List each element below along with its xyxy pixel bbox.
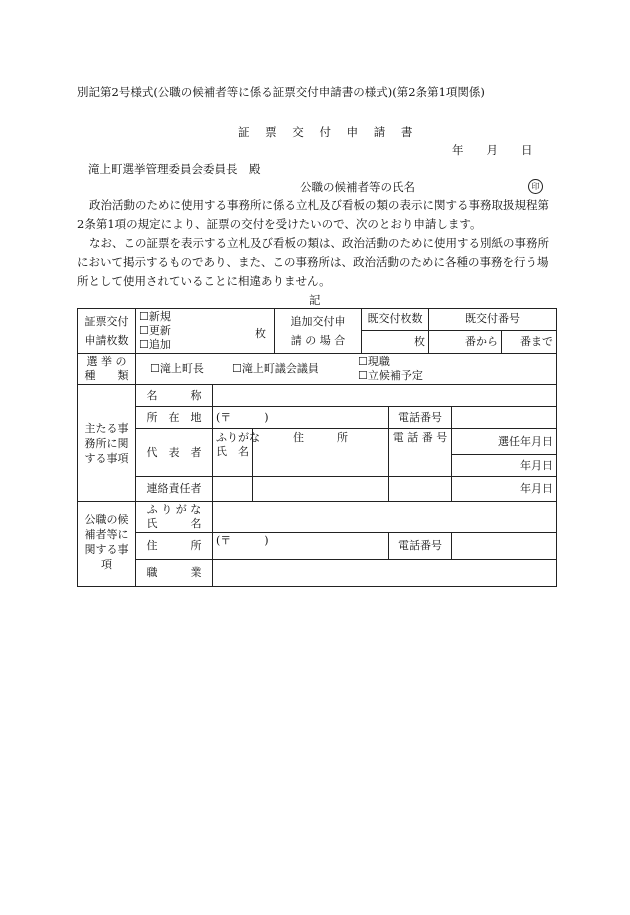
contact-person-label: 連絡責任者 (136, 477, 213, 502)
header-note: 別記第2号様式(公職の候補者等に係る証票交付申請書の様式)(第2条第1項関係) (77, 85, 485, 99)
candidate-address-label: 住 所 (136, 533, 213, 560)
table-row (78, 560, 557, 587)
office-section-label-3: する事項 (84, 451, 129, 465)
table-row (78, 477, 557, 502)
candidate-address-field[interactable]: (〒 ) (213, 533, 389, 560)
table-row (78, 429, 557, 455)
add-request-label-2: 請 の 場 合 (290, 334, 346, 347)
table-row (78, 407, 557, 429)
applicant-label: 公職の候補者等の氏名 (300, 180, 415, 194)
issue-count-label-2: 申請枚数 (84, 334, 129, 347)
candidate-phone-field[interactable] (452, 533, 557, 560)
issued-count-header: 既交付枚数 (362, 309, 429, 331)
sheets-unit: 枚 (255, 327, 267, 340)
contact-furigana-field[interactable] (213, 477, 253, 502)
table-row (78, 385, 557, 407)
representative-label: 代 表 者 (136, 429, 213, 477)
office-section-label-2: 務所に関 (84, 436, 129, 450)
issued-number-header: 既交付番号 (429, 309, 557, 331)
office-phone-field[interactable] (452, 407, 557, 429)
seal-mark: 印 (528, 179, 543, 194)
rep-address-header: 住 所 (253, 429, 389, 477)
contact-date-field[interactable]: 年月日 (452, 477, 557, 502)
checkbox-council[interactable]: ☐滝上町議会議員 (232, 362, 319, 375)
issue-count-label: 証票交付 (84, 315, 129, 328)
table-row (78, 354, 557, 385)
office-name-label: 名 称 (136, 385, 213, 407)
candidate-section-label-4: 項 (101, 558, 112, 571)
office-location-label: 所 在 地 (136, 407, 213, 429)
appointed-date-header: 選任年月日 (452, 429, 557, 455)
form-title: 証 票 交 付 申 請 書 (238, 125, 419, 139)
candidate-furigana-label: ふ り が な (146, 503, 202, 516)
application-form-table (77, 308, 557, 587)
occupation-field[interactable] (213, 560, 557, 587)
candidate-phone-label: 電話番号 (389, 533, 452, 560)
ki-label: 記 (309, 293, 321, 307)
contact-address-field[interactable] (253, 477, 389, 502)
furigana-label: ふりがな (216, 431, 260, 444)
add-request-label: 追加交付申 (290, 315, 346, 328)
number-from-field[interactable]: 番から (429, 330, 502, 353)
office-section-label: 主たる事 (84, 421, 129, 435)
rep-phone-header: 電 話 番 号 (389, 429, 452, 477)
candidate-name-label: 氏 名 (146, 517, 202, 530)
office-phone-label: 電話番号 (389, 407, 452, 429)
table-row (78, 502, 557, 533)
candidate-name-field[interactable] (213, 502, 557, 533)
office-location-field[interactable]: (〒 ) (213, 407, 389, 429)
contact-phone-field[interactable] (389, 477, 452, 502)
candidate-section-label: 公職の候 (84, 513, 129, 526)
table-row (78, 533, 557, 560)
election-type-label-2: 種 類 (84, 369, 129, 382)
paragraph-2: なお、この証票を表示する立札及び看板の類は、政治活動のために使用する別紙の事務所において掲示するものであり、また、この事務所は、政治活動のために各種の事務を行う場所として使用されていることに相違ありません。 (77, 236, 549, 288)
candidate-section-label-3: 関する事 (84, 543, 129, 556)
rep-name-label: 氏 名 (216, 445, 249, 458)
checkbox-add[interactable]: ☐追加 (139, 338, 171, 351)
checkbox-mayor[interactable]: ☐滝上町長 (150, 362, 204, 375)
checkbox-candidate[interactable]: ☐立候補予定 (358, 369, 423, 382)
candidate-section-label-2: 補者等に (84, 528, 129, 541)
office-name-field[interactable] (213, 385, 557, 407)
issued-count-field[interactable]: 枚 (362, 330, 429, 353)
paragraph-1: 政治活動のために使用する事務所に係る立札及び看板の類の表示に関する事務取扱規程第2条第1項の規定により、証票の交付を受けたいので、次のとおり申請します。 (77, 198, 549, 231)
number-to-field[interactable]: 番まで (502, 330, 557, 353)
checkbox-renew[interactable]: ☐更新 (139, 324, 171, 337)
election-type-label: 選 挙 の (86, 355, 127, 368)
checkbox-incumbent[interactable]: ☐現職 (358, 355, 390, 368)
occupation-label: 職 業 (136, 560, 213, 587)
date-line: 年 月 日 (452, 143, 533, 157)
addressee: 滝上町選挙管理委員会委員長 殿 (88, 162, 261, 176)
table-row (78, 309, 557, 331)
rep-date-field[interactable]: 年月日 (452, 455, 557, 477)
checkbox-new[interactable]: ☐新規 (139, 310, 171, 323)
